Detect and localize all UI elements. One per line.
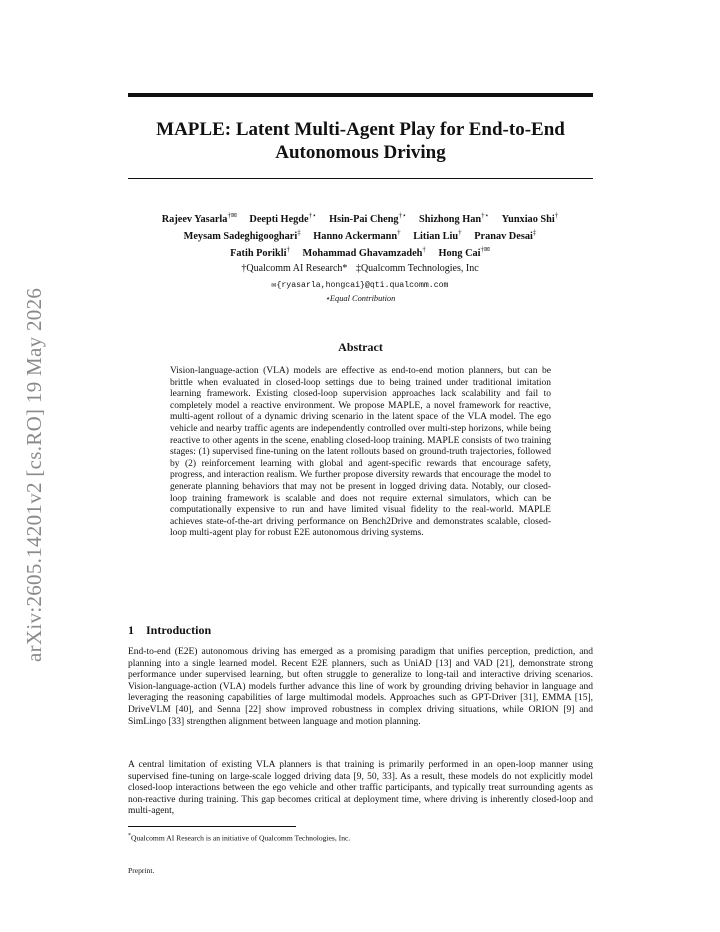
preprint-label: Preprint. — [128, 866, 155, 875]
section-heading-introduction — [128, 623, 211, 638]
affiliations — [110, 262, 610, 276]
arxiv-identifier: arXiv:2605.14201v2 [cs.RO] 19 May 2026 — [22, 287, 46, 662]
intro-paragraph: A central limitation of existing VLA planners is that training is primarily performed in an open-loop manner using supervised fine-tuning on large-scale logged driving data [9, 50, 33]. As a result, these models do not explicitly model closed-loop interactions between the ego vehicle and other traffic participants, and typically treat surrounding agents as non-reactive during training. This gap becomes critical at deployment time, where driving is inherently closed-loop and multi-agent, — [128, 760, 593, 817]
author-name: Yunxiao Shi† — [501, 212, 559, 226]
author-list — [110, 210, 610, 261]
abstract-text: Vision-language-action (VLA) models are effective as end-to-end motion planners, but can be brittle when evaluated in closed-loop settings due to being trained under traditional imitation learning framework. Existing closed-loop supervision approaches lack scalability and fail to completely model a reactive environment. We propose MAPLE, a novel framework for reactive, multi-agent rollout of a dynamic driving scenario in the latent space of the VLA model. The ego vehicle and nearby traffic agents are independently controlled over multi-step horizons, while being reactive to other agents in the scene, enabling closed-loop training. MAPLE consists of two training stages: (1) supervised fine-tuning on the latent rollouts based on ground-truth trajectories, followed by (2) reinforcement learning with global and agent-specific rewards that encourage safety, progress, and interaction realism. We further propose diversity rewards that encourage the model to generate planning behaviors that may not be present in logged driving data. Notably, our closed-loop training framework is scalable and does not require external simulators, which can be computationally expensive to run and have limited visual fidelity to the real-world. MAPLE achieves state-of-the-art driving performance on Bench2Drive and demonstrates scalable, closed-loop multi-agent play for robust E2E autonomous driving systems. — [170, 366, 551, 539]
affiliation: ‡Qualcomm Technologies, Inc — [355, 263, 479, 274]
author-name: Pranav Desai‡ — [474, 228, 537, 243]
title-bottom-rule — [128, 178, 593, 179]
affiliation: †Qualcomm AI Research* — [241, 263, 348, 274]
footnote-rule — [128, 826, 296, 827]
section-number: 1 — [128, 623, 134, 637]
contact-email: ✉{ryasarla,hongcai}@qti.qualcomm.com — [271, 281, 449, 290]
paper-title: MAPLE: Latent Multi-Agent Play for End-to-End Autonomous Driving — [156, 119, 565, 163]
abstract-heading: Abstract — [338, 340, 383, 354]
author-name: Hong Cai†✉ — [438, 245, 490, 260]
author-name: Litian Liu† — [413, 228, 462, 243]
title-top-rule — [128, 93, 593, 97]
author-name: Hanno Ackermann† — [313, 228, 401, 243]
intro-paragraph: End-to-end (E2E) autonomous driving has emerged as a promising paradigm that unifies perception, prediction, and planning into a single learned model. Recent E2E planners, such as UniAD [13] and VAD [21], demonstrate strong performance under supervised learning, but often struggle to generalize to long-tail and interactive driving scenarios. Vision-language-action (VLA) models further advance this line of work by grounding driving behavior in language and leveraging the reasoning capabilities of large multimodal models. Approaches such as GPT-Driver [31], EMMA [15], DriveVLM [40], and Senna [22] show improved robustness in complex driving situations, while ORION [9] and SimLingo [33] strengthen alignment between language and motion planning. — [128, 647, 593, 727]
author-name: Hsin-Pai Cheng†⋆ — [329, 212, 407, 226]
author-name: Rajeev Yasarla†✉ — [161, 212, 237, 226]
section-title: Introduction — [146, 623, 212, 637]
author-name: Shizhong Han†⋆ — [419, 212, 490, 226]
author-name: Meysam Sadeghigooghari‡ — [183, 228, 301, 243]
author-name: Deepti Hegde†⋆ — [249, 212, 317, 226]
equal-contribution-note: ⋆Equal Contribution — [324, 294, 396, 303]
footnote: *Qualcomm AI Research is an initiative of Qualcomm Technologies, Inc. — [128, 833, 351, 843]
author-name: Mohammad Ghavamzadeh† — [302, 245, 426, 260]
author-name: Fatih Porikli† — [230, 245, 290, 260]
